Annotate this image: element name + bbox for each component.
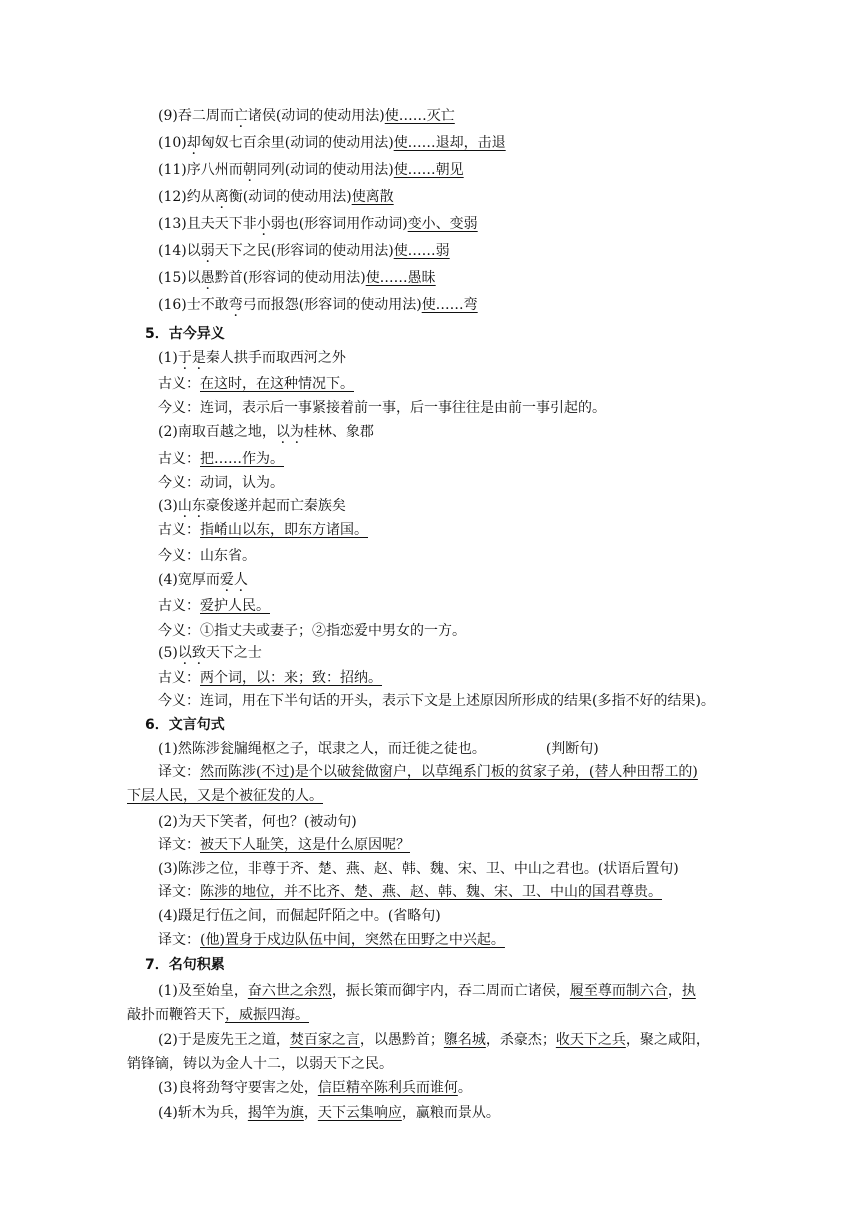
dotted-char: 弱: [200, 243, 215, 259]
item-text: (15)以: [158, 270, 201, 286]
famous-quote: 执: [681, 983, 696, 999]
meaning-label: 古义：: [158, 670, 200, 686]
section-title: 7．名句积累: [145, 957, 225, 973]
meaning-text: 今义：①指丈夫或妻子；②指恋爱中男女的一方。: [158, 623, 466, 639]
usage-item: [158, 268, 436, 288]
sentence-text: (1)然陈涉瓮牖绳枢之子，氓隶之人，而迁徙之徒也。: [158, 741, 486, 757]
famous-sentence: [158, 1030, 710, 1050]
dotted-char: 离: [214, 189, 229, 205]
sentence-type: (判断句): [545, 741, 599, 757]
sentence-line: [158, 906, 441, 926]
meaning-label: 古义：: [158, 451, 200, 467]
famous-sentence: [158, 981, 696, 1001]
meaning-text: 今义：连词，用在下半句话的开头，表示下文是上述原因所形成的结果(多指不好的结果)。: [158, 693, 715, 709]
sentence-text: (3)陈涉之位，非尊于齐、楚、燕、赵、韩、魏、宋、卫、中山之君也。(状语后置句): [158, 861, 679, 877]
translation-label: 译文：: [158, 932, 200, 948]
item-answer: 使……弯: [421, 297, 478, 313]
quote-context: (2)于是废先王之道，: [158, 1032, 290, 1048]
famous-sentence: [158, 1103, 500, 1123]
famous-quote: 天下云集响应: [317, 1105, 402, 1121]
dotted-char: 致: [191, 645, 206, 661]
item-text: 匈奴七百余里(动词的使动用法): [200, 135, 394, 151]
question-line: [158, 570, 248, 590]
dotted-char: 愚: [200, 270, 215, 286]
item-text: 天下之民(形容词的使动用法): [214, 243, 394, 259]
quote-context: (4)斩木为兵，: [158, 1105, 248, 1121]
question-text: (2)南取百越之地，: [158, 424, 276, 440]
meaning-answer: 两个词，以：来；致：招纳。: [200, 670, 382, 686]
question-line: [158, 643, 262, 663]
item-text: 衡(动词的使动用法): [228, 189, 352, 205]
quote-context: ，振长策而御宇内，吞二周而亡诸侯，: [331, 983, 570, 999]
famous-quote: 隳名城: [443, 1032, 486, 1048]
quote-context: ，杀豪杰；: [485, 1032, 556, 1048]
sentence-line: [158, 859, 679, 879]
question-text: (3): [158, 498, 178, 514]
modern-meaning: [158, 621, 466, 641]
famous-sentence: [127, 1054, 393, 1074]
modern-meaning: [158, 473, 284, 493]
translation-label: 译文：: [158, 884, 200, 900]
quote-context: 销锋镝，铸以为金人十二，以弱天下之民。: [127, 1056, 393, 1072]
question-line: [158, 348, 346, 368]
section-heading: [145, 955, 225, 975]
quote-context: (1)及至始皇，: [158, 983, 248, 999]
usage-item: [158, 241, 450, 261]
famous-sentence: [158, 1078, 472, 1098]
dotted-char: 于: [177, 350, 192, 366]
famous-quote: 焚百家之言: [289, 1032, 360, 1048]
item-answer: 使离散: [351, 189, 394, 205]
question-text: (4)宽厚而: [158, 572, 220, 588]
meaning-answer: 在这时，在这种情况下。: [200, 376, 354, 392]
item-text: 黔首(形容词的使动用法): [214, 270, 366, 286]
dotted-char: 东: [191, 498, 206, 514]
dotted-char: 以: [275, 424, 290, 440]
dotted-char: 山: [177, 498, 192, 514]
sentence-line: [158, 812, 357, 832]
ancient-meaning: [158, 668, 382, 688]
translation-answer: 被天下人耻笑，这是什么原因呢？: [200, 837, 410, 853]
ancient-meaning: [158, 374, 354, 394]
meaning-answer: 指崤山以东，即东方诸国。: [200, 522, 368, 538]
dotted-char: 是: [191, 350, 206, 366]
item-answer: 使……愚昧: [365, 270, 436, 286]
question-text: 桂林、象郡: [303, 424, 374, 440]
item-text: (14)以: [158, 243, 201, 259]
quote-context: ，以愚黔首；: [359, 1032, 444, 1048]
meaning-label: 古义：: [158, 522, 200, 538]
usage-item: [158, 106, 455, 126]
question-line: [158, 422, 374, 442]
dotted-char: 人: [233, 572, 248, 588]
dotted-char: 以: [177, 645, 192, 661]
section-heading: [145, 715, 225, 735]
item-text: (12)约从: [158, 189, 215, 205]
sentence-text: (2)为天下笑者，何也？(被动句): [158, 814, 357, 830]
item-text: 同列(动词的使动用法): [256, 162, 394, 178]
item-text: (11)序八州而: [158, 162, 243, 178]
translation-label: 译文：: [158, 837, 200, 853]
meaning-text: 今义：连词，表示后一事紧接着前一事，后一事往往是由前一事引起的。: [158, 400, 606, 416]
dotted-char: 爱: [219, 572, 234, 588]
usage-item: [158, 187, 394, 207]
famous-quote: ，威振四海。: [225, 1007, 309, 1023]
ancient-meaning: [158, 449, 284, 469]
famous-quote: 履至尊而制六合: [569, 983, 668, 999]
translation-answer: 陈涉的地位，并不比齐、楚、燕、赵、韩、魏、宋、卫、中山的国君尊贵。: [200, 884, 662, 900]
quote-context: ，: [667, 983, 682, 999]
usage-item: [158, 214, 478, 234]
famous-quote: 奋六世之余烈: [247, 983, 332, 999]
translation-label: 译文：: [158, 764, 200, 780]
meaning-text: 今义：动词，认为。: [158, 475, 284, 491]
famous-quote: 信臣精卒陈利兵而谁何: [317, 1080, 458, 1096]
famous-quote: 收天下之兵: [555, 1032, 626, 1048]
translation-line: [158, 762, 698, 782]
question-text: 天下之士: [205, 645, 262, 661]
dotted-char: 小: [256, 216, 271, 232]
quote-context: ，聚之咸阳，: [625, 1032, 710, 1048]
sentence-line: [158, 739, 599, 759]
sentence-text: (4)蹑足行伍之间，而倔起阡陌之中。(省略句): [158, 908, 441, 924]
item-text: (10): [158, 135, 187, 151]
translation-line: [158, 882, 662, 902]
quote-context: (3)良将劲弩守要害之处，: [158, 1080, 318, 1096]
meaning-label: 古义：: [158, 376, 200, 392]
modern-meaning: [158, 546, 256, 566]
meaning-label: 古义：: [158, 598, 200, 614]
ancient-meaning: [158, 596, 270, 616]
question-text: 豪俊遂并起而亡秦族矣: [205, 498, 346, 514]
dotted-char: 却: [186, 135, 201, 151]
translation-line: [158, 835, 410, 855]
dotted-char: 朝: [242, 162, 257, 178]
modern-meaning: [158, 398, 606, 418]
item-text: 弓而报怨(形容词的使动用法): [242, 297, 422, 313]
item-answer: 使……灭亡: [384, 108, 455, 124]
dotted-char: 为: [289, 424, 304, 440]
item-text: (16)士不敢: [158, 297, 229, 313]
item-answer: 使……退却，击退: [393, 135, 506, 151]
section-heading: [145, 324, 225, 344]
item-text: (13)且夫天下非: [158, 216, 257, 232]
quote-context: ，: [303, 1105, 318, 1121]
ancient-meaning: [158, 520, 368, 540]
meaning-answer: 爱护人民。: [200, 598, 270, 614]
item-answer: 使……朝见: [393, 162, 464, 178]
question-text: (5): [158, 645, 178, 661]
section-title: 6．文言句式: [145, 717, 225, 733]
translation-answer: 然而陈涉(不过)是个以破瓮做窗户，以草绳系门板的贫家子弟，(替人种田帮工的): [200, 764, 698, 780]
usage-item: [158, 160, 464, 180]
translation-answer: (他)置身于戍边队伍中间，突然在田野之中兴起。: [200, 932, 505, 948]
item-text: (9)吞二周而: [158, 108, 234, 124]
translation-answer: 下层人民，又是个被征发的人。: [127, 788, 323, 804]
item-text: 诸侯(动词的使动用法): [247, 108, 385, 124]
item-answer: 变小、变弱: [407, 216, 478, 232]
item-text: 弱也(形容词用作动词): [270, 216, 408, 232]
quote-context: ，赢粮而景从。: [401, 1105, 500, 1121]
dotted-char: 亡: [233, 108, 248, 124]
question-text: 秦人拱手而取西河之外: [205, 350, 346, 366]
quote-context: 敲扑而鞭笞天下: [127, 1007, 225, 1023]
usage-item: [158, 295, 478, 315]
item-answer: 使……弱: [393, 243, 450, 259]
usage-item: [158, 133, 506, 153]
question-line: [158, 496, 346, 516]
famous-quote: 揭竿为旗: [247, 1105, 304, 1121]
translation-line: [127, 786, 323, 806]
translation-line: [158, 930, 505, 950]
dotted-char: 弯: [228, 297, 243, 313]
meaning-text: 今义：山东省。: [158, 548, 256, 564]
quote-context: 。: [457, 1080, 472, 1096]
famous-sentence: [127, 1005, 309, 1025]
meaning-answer: 把……作为。: [200, 451, 284, 467]
modern-meaning: [158, 691, 715, 711]
question-text: (1): [158, 350, 178, 366]
section-title: 5．古今异义: [145, 326, 225, 342]
